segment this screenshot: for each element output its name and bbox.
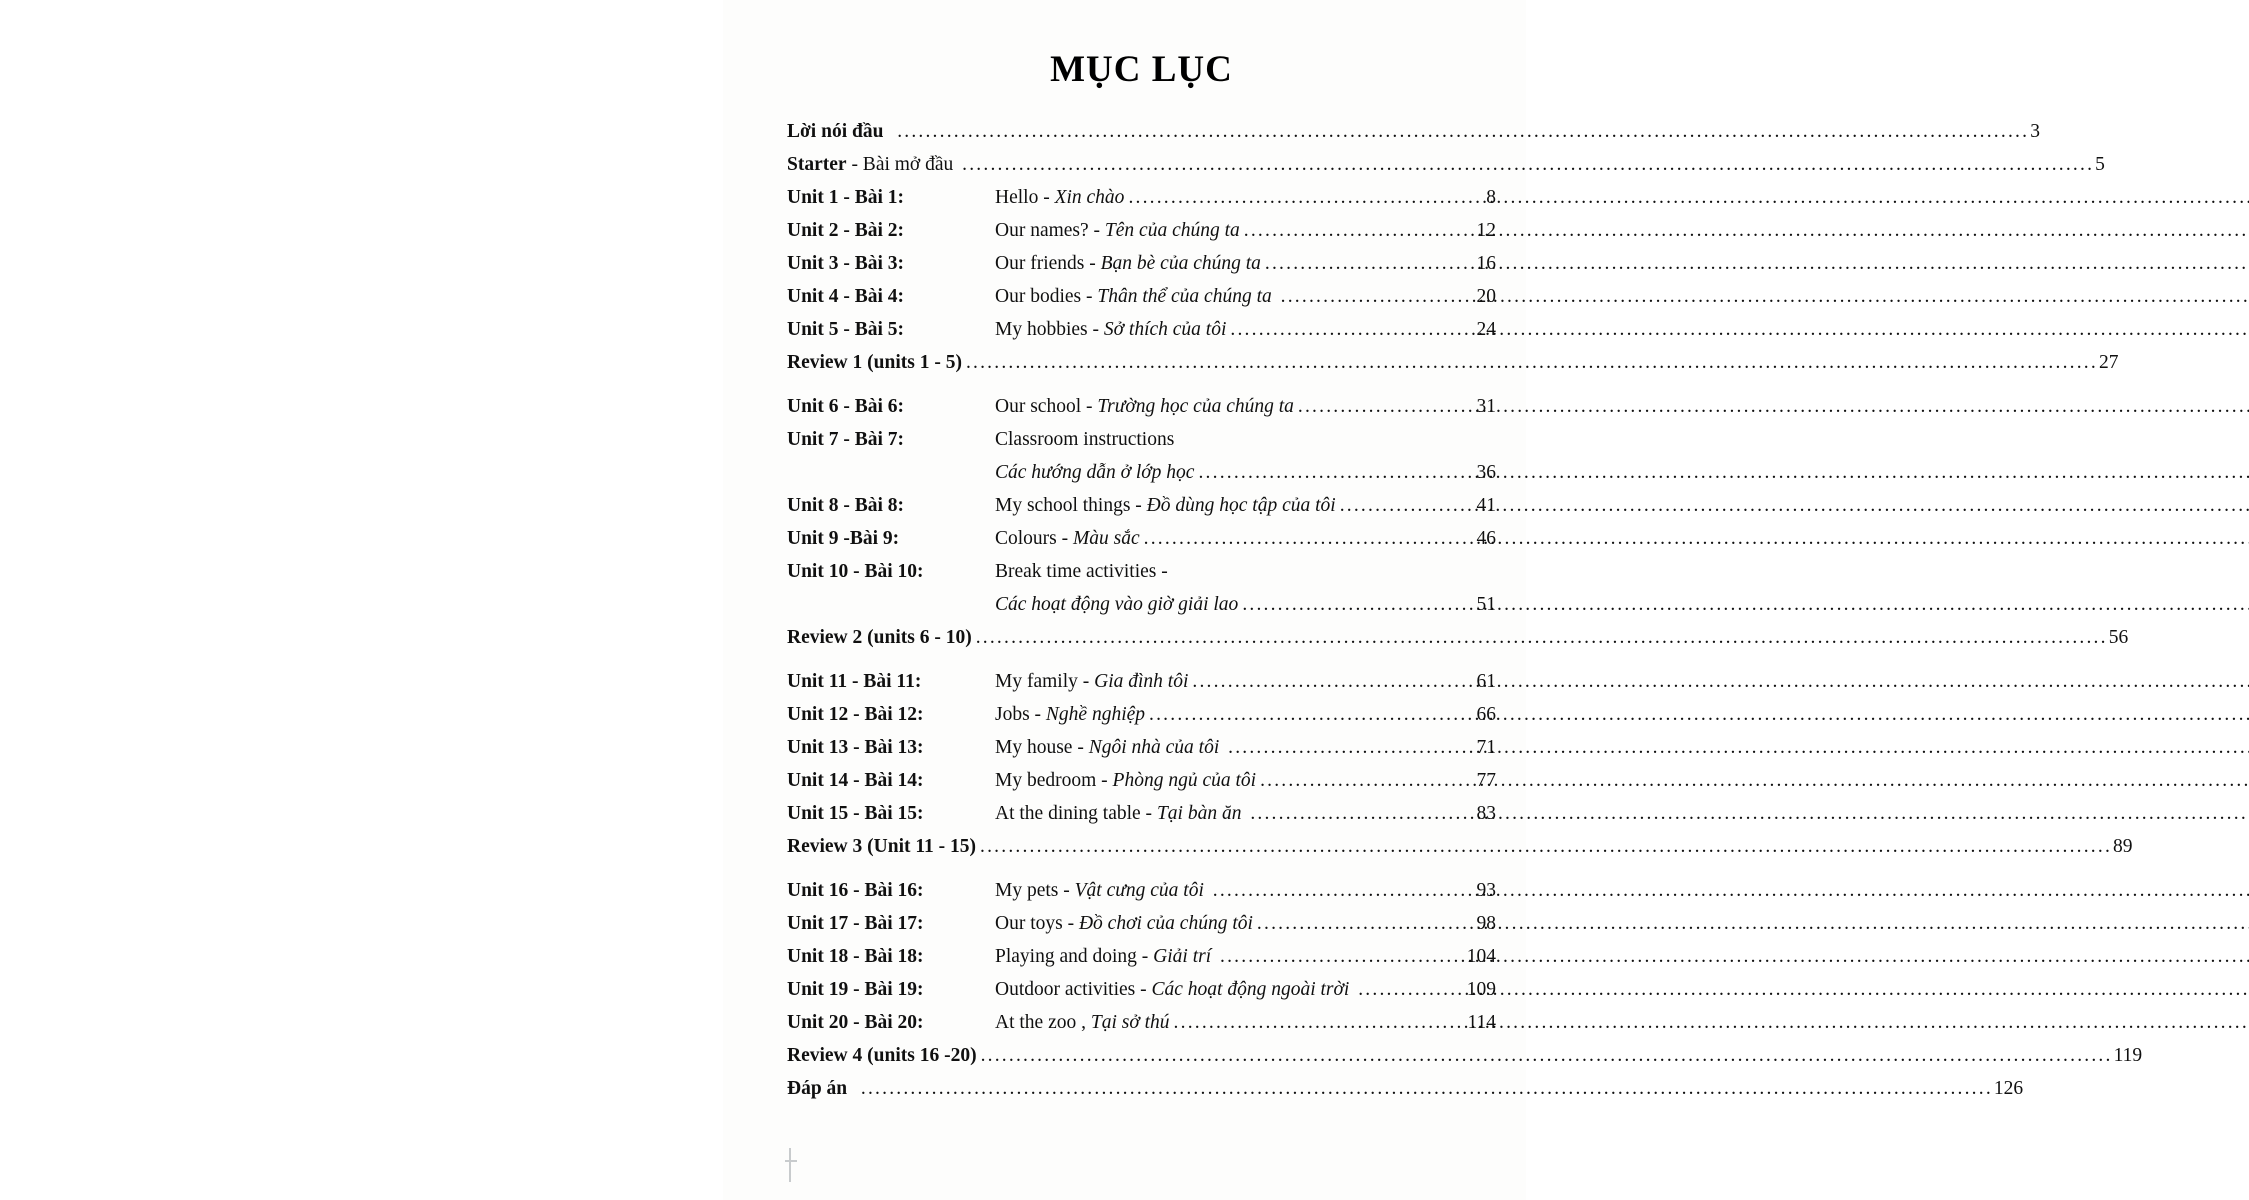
dot-leader <box>1149 698 1475 731</box>
page-number: 119 <box>2113 1045 2143 1066</box>
page-number: 126 <box>1993 1078 2024 1099</box>
page-number: 36 <box>1476 462 1496 483</box>
page-title: MỤC LỤC <box>1050 49 1233 90</box>
entry-content <box>995 1006 1496 1039</box>
toc-entry <box>787 214 1496 247</box>
entry-title-en: Our bodies - <box>995 286 1098 307</box>
toc-entry <box>787 1072 2024 1105</box>
entry-title-en: My family - <box>995 671 1095 692</box>
entry-title-vi: Vật cưng của tôi <box>1074 880 1209 901</box>
dot-leader <box>1198 456 1475 489</box>
entry-content <box>995 280 1496 313</box>
entry-label: Starter <box>787 154 847 175</box>
entry-content <box>995 390 1496 423</box>
toc-entry <box>787 907 1496 940</box>
entry-label: Đáp án <box>787 1078 848 1099</box>
toc-entry <box>787 148 2105 181</box>
entry-title-vi: Thân thể của chúng ta <box>1097 286 1277 307</box>
entry-label: Unit 19 - Bài 19: <box>787 979 924 1000</box>
entry-suffix: - Bài mở đầu <box>846 154 959 175</box>
entry-label: Lời nói đầu <box>787 121 884 142</box>
document-page <box>723 0 2143 1105</box>
dot-leader <box>1228 731 1475 764</box>
page-number: 114 <box>1467 1012 1496 1033</box>
entry-content <box>995 764 1496 797</box>
toc-line <box>995 907 1496 940</box>
entry-content <box>995 247 1496 280</box>
entry-title-en: Our school - <box>995 396 1098 417</box>
page-number: 89 <box>2113 836 2133 857</box>
toc-line <box>995 489 1496 522</box>
entry-title-vi: Trường học của chúng ta <box>1097 396 1294 417</box>
entry-label: Unit 18 - Bài 18: <box>787 946 924 967</box>
entry-label: Unit 16 - Bài 16: <box>787 880 924 901</box>
dot-leader <box>1265 247 1476 280</box>
entry-label: Unit 13 - Bài 13: <box>787 737 924 758</box>
toc-line <box>995 797 1496 830</box>
entry-title-vi: Các hoạt động ngoài trời <box>1151 979 1355 1000</box>
entry-content <box>995 973 1496 1006</box>
dot-leader <box>1174 1006 1467 1039</box>
entry-title-vi: Tại bàn ăn <box>1156 803 1247 824</box>
toc-entry <box>787 280 1496 313</box>
page-number: 16 <box>1476 253 1496 274</box>
page-number: 104 <box>1466 946 1496 967</box>
dot-leader <box>976 621 2108 654</box>
entry-label: Unit 20 - Bài 20: <box>787 1012 924 1033</box>
toc-entry <box>787 247 1496 280</box>
entry-label: Unit 17 - Bài 17: <box>787 913 924 934</box>
toc-line <box>995 247 1496 280</box>
toc-line <box>995 313 1496 346</box>
page-number: 56 <box>2108 627 2129 648</box>
entry-label: Review 2 (units 6 - 10) <box>787 627 972 648</box>
entry-suffix <box>847 1072 857 1105</box>
entry-title-vi: Tên của chúng ta <box>1104 220 1240 241</box>
entry-label: Unit 4 - Bài 4: <box>787 286 904 307</box>
entry-label: Review 4 (units 16 -20) <box>787 1045 977 1066</box>
dot-leader <box>962 148 2094 181</box>
entry-label: Unit 12 - Bài 12: <box>787 704 924 725</box>
toc-line <box>787 1072 2023 1105</box>
page-number: 24 <box>1476 319 1496 340</box>
dot-leader <box>1192 665 1475 698</box>
entry-title-en: Hello - <box>995 187 1055 208</box>
toc-entry <box>787 874 1496 907</box>
entry-title-en: Colours - <box>995 528 1073 549</box>
page-number: 109 <box>1466 979 1496 1000</box>
toc-line <box>995 214 1496 247</box>
page-number: 20 <box>1476 286 1496 307</box>
entry-label: Unit 5 - Bài 5: <box>787 319 904 340</box>
toc-entry <box>787 313 1496 346</box>
toc-line <box>995 588 1496 621</box>
entry-content <box>995 522 1496 555</box>
entry-title-vi: Ngôi nhà của tôi <box>1088 737 1225 758</box>
entry-content <box>995 940 1496 973</box>
dot-leader <box>981 1039 2113 1072</box>
dot-leader <box>1128 181 1485 214</box>
entry-label: Unit 1 - Bài 1: <box>787 187 904 208</box>
toc-line <box>995 456 1496 489</box>
page-number: 93 <box>1476 880 1496 901</box>
entry-suffix <box>883 115 893 148</box>
page-number: 8 <box>1486 187 1496 208</box>
dot-leader <box>1244 214 1476 247</box>
page-number: 31 <box>1476 396 1496 417</box>
dot-leader <box>980 830 2112 863</box>
entry-label: Unit 2 - Bài 2: <box>787 220 904 241</box>
toc-entry <box>787 423 1496 489</box>
toc-entry <box>787 830 2133 863</box>
page-number: 3 <box>2030 121 2040 142</box>
entry-content <box>995 214 1496 247</box>
entry-title-en: My hobbies - <box>995 319 1104 340</box>
toc-line <box>995 973 1496 1006</box>
entry-title-en: My pets - <box>995 880 1075 901</box>
dot-leader <box>1220 940 1466 973</box>
toc-entry <box>787 115 2040 148</box>
toc-entry <box>787 665 1496 698</box>
entry-title-en: Outdoor activities - <box>995 979 1152 1000</box>
entry-title-vi: Các hoạt động vào giờ giải lao <box>995 594 1239 615</box>
entry-title-vi: Giải trí <box>1153 946 1216 967</box>
toc-entry <box>787 555 1496 621</box>
page-number: 5 <box>2095 154 2105 175</box>
entry-title-en: Jobs - <box>995 704 1046 725</box>
entry-content <box>995 181 1496 214</box>
toc-line <box>995 940 1496 973</box>
toc-entry <box>787 522 1496 555</box>
page-number: 46 <box>1476 528 1496 549</box>
toc-entry <box>787 346 2119 379</box>
entry-title-en: Break time activities - <box>995 561 1168 582</box>
entry-title-vi: Bạn bè của chúng ta <box>1100 253 1261 274</box>
dot-leader <box>1358 973 1466 1006</box>
entry-title-en: My school things - <box>995 495 1147 516</box>
entry-title-en: Classroom instructions <box>995 429 1175 450</box>
page-number: 66 <box>1476 704 1496 725</box>
page-number: 12 <box>1476 220 1496 241</box>
dot-leader <box>1144 522 1476 555</box>
dot-leader <box>1281 280 1476 313</box>
entry-title-vi: Tại sở thú <box>1090 1012 1170 1033</box>
toc-entry <box>787 973 1496 1006</box>
toc-line <box>995 665 1496 698</box>
dot-leader <box>1260 764 1475 797</box>
toc-entry <box>787 1006 1496 1039</box>
toc-entry <box>787 489 1496 522</box>
entry-content <box>995 555 1496 621</box>
toc-entry <box>787 1039 2143 1072</box>
scan-artifact <box>789 1148 803 1182</box>
toc-entry <box>787 797 1496 830</box>
toc-entry <box>787 764 1496 797</box>
page-number: 71 <box>1476 737 1496 758</box>
entry-label: Unit 7 - Bài 7: <box>787 429 904 450</box>
toc-line <box>787 148 2105 181</box>
toc-entry <box>787 731 1496 764</box>
toc-entry <box>787 181 1496 214</box>
dot-leader <box>1242 588 1475 621</box>
toc-line <box>995 698 1496 731</box>
entry-title-en: At the zoo , <box>995 1012 1091 1033</box>
dot-leader <box>1230 313 1475 346</box>
page-number: 41 <box>1476 495 1496 516</box>
entry-label: Unit 15 - Bài 15: <box>787 803 924 824</box>
toc-line <box>995 555 1496 588</box>
page-number: 27 <box>2098 352 2119 373</box>
entry-title-en: My house - <box>995 737 1089 758</box>
entry-label: Unit 8 - Bài 8: <box>787 495 904 516</box>
toc-line <box>995 280 1496 313</box>
toc-line <box>995 764 1496 797</box>
toc-entry <box>787 621 2129 654</box>
entry-title-en: Our names? - <box>995 220 1105 241</box>
entry-label: Unit 10 - Bài 10: <box>787 561 924 582</box>
toc-line <box>995 1006 1496 1039</box>
page-number: 51 <box>1476 594 1496 615</box>
entry-title-vi: Các hướng dẫn ở lớp học <box>995 462 1195 483</box>
toc-list <box>787 115 2143 1105</box>
entry-title-en: Playing and doing - <box>995 946 1154 967</box>
dot-leader <box>1213 874 1476 907</box>
entry-title-vi: Xin chào <box>1054 187 1125 208</box>
entry-label: Review 3 (Unit 11 - 15) <box>787 836 977 857</box>
entry-title-en: Our toys - <box>995 913 1079 934</box>
dot-leader <box>897 115 2029 148</box>
entry-content <box>995 313 1496 346</box>
entry-content <box>995 423 1496 489</box>
toc-line <box>995 522 1496 555</box>
entry-label: Unit 6 - Bài 6: <box>787 396 904 417</box>
entry-title-vi: Phòng ngủ của tôi <box>1112 770 1257 791</box>
dot-leader <box>1340 489 1476 522</box>
page-number: 98 <box>1476 913 1496 934</box>
toc-line <box>995 181 1496 214</box>
entry-title-vi: Đồ chơi của chúng tôi <box>1078 913 1253 934</box>
dot-leader <box>861 1072 1993 1105</box>
toc-line <box>995 731 1496 764</box>
entry-label: Unit 11 - Bài 11: <box>787 671 922 692</box>
toc-line <box>787 346 2118 379</box>
entry-label: Review 1 (units 1 - 5) <box>787 352 962 373</box>
entry-title-vi: Sở thích của tôi <box>1103 319 1227 340</box>
page-number: 61 <box>1476 671 1496 692</box>
entry-title-vi: Nghề nghiệp <box>1045 704 1146 725</box>
page-number: 83 <box>1476 803 1496 824</box>
entry-content <box>995 665 1496 698</box>
toc-entry <box>787 940 1496 973</box>
entry-title-vi: Đồ dùng học tập của tôi <box>1146 495 1336 516</box>
dot-leader <box>1298 390 1476 423</box>
entry-content <box>995 907 1496 940</box>
entry-title-en: Our friends - <box>995 253 1101 274</box>
page-number: 77 <box>1476 770 1496 791</box>
entry-label: Unit 14 - Bài 14: <box>787 770 924 791</box>
dot-leader <box>1257 907 1476 940</box>
dot-leader <box>966 346 2098 379</box>
dot-leader <box>1250 797 1475 830</box>
entry-title-vi: Màu sắc <box>1073 528 1140 549</box>
entry-title-en: My bedroom - <box>995 770 1113 791</box>
entry-label: Unit 3 - Bài 3: <box>787 253 904 274</box>
entry-content <box>995 874 1496 907</box>
entry-label: Unit 9 -Bài 9: <box>787 528 900 549</box>
toc-line <box>995 874 1496 907</box>
toc-line <box>995 390 1496 423</box>
entry-title-vi: Gia đình tôi <box>1094 671 1189 692</box>
toc-line <box>787 621 2128 654</box>
toc-line <box>995 423 1496 456</box>
toc-line <box>787 115 2040 148</box>
entry-content <box>995 731 1496 764</box>
toc-line <box>787 1039 2142 1072</box>
entry-title-en: At the dining table - <box>995 803 1157 824</box>
toc-entry <box>787 390 1496 423</box>
entry-content <box>995 489 1496 522</box>
toc-line <box>787 830 2133 863</box>
entry-content <box>995 797 1496 830</box>
toc-entry <box>787 698 1496 731</box>
entry-content <box>995 698 1496 731</box>
